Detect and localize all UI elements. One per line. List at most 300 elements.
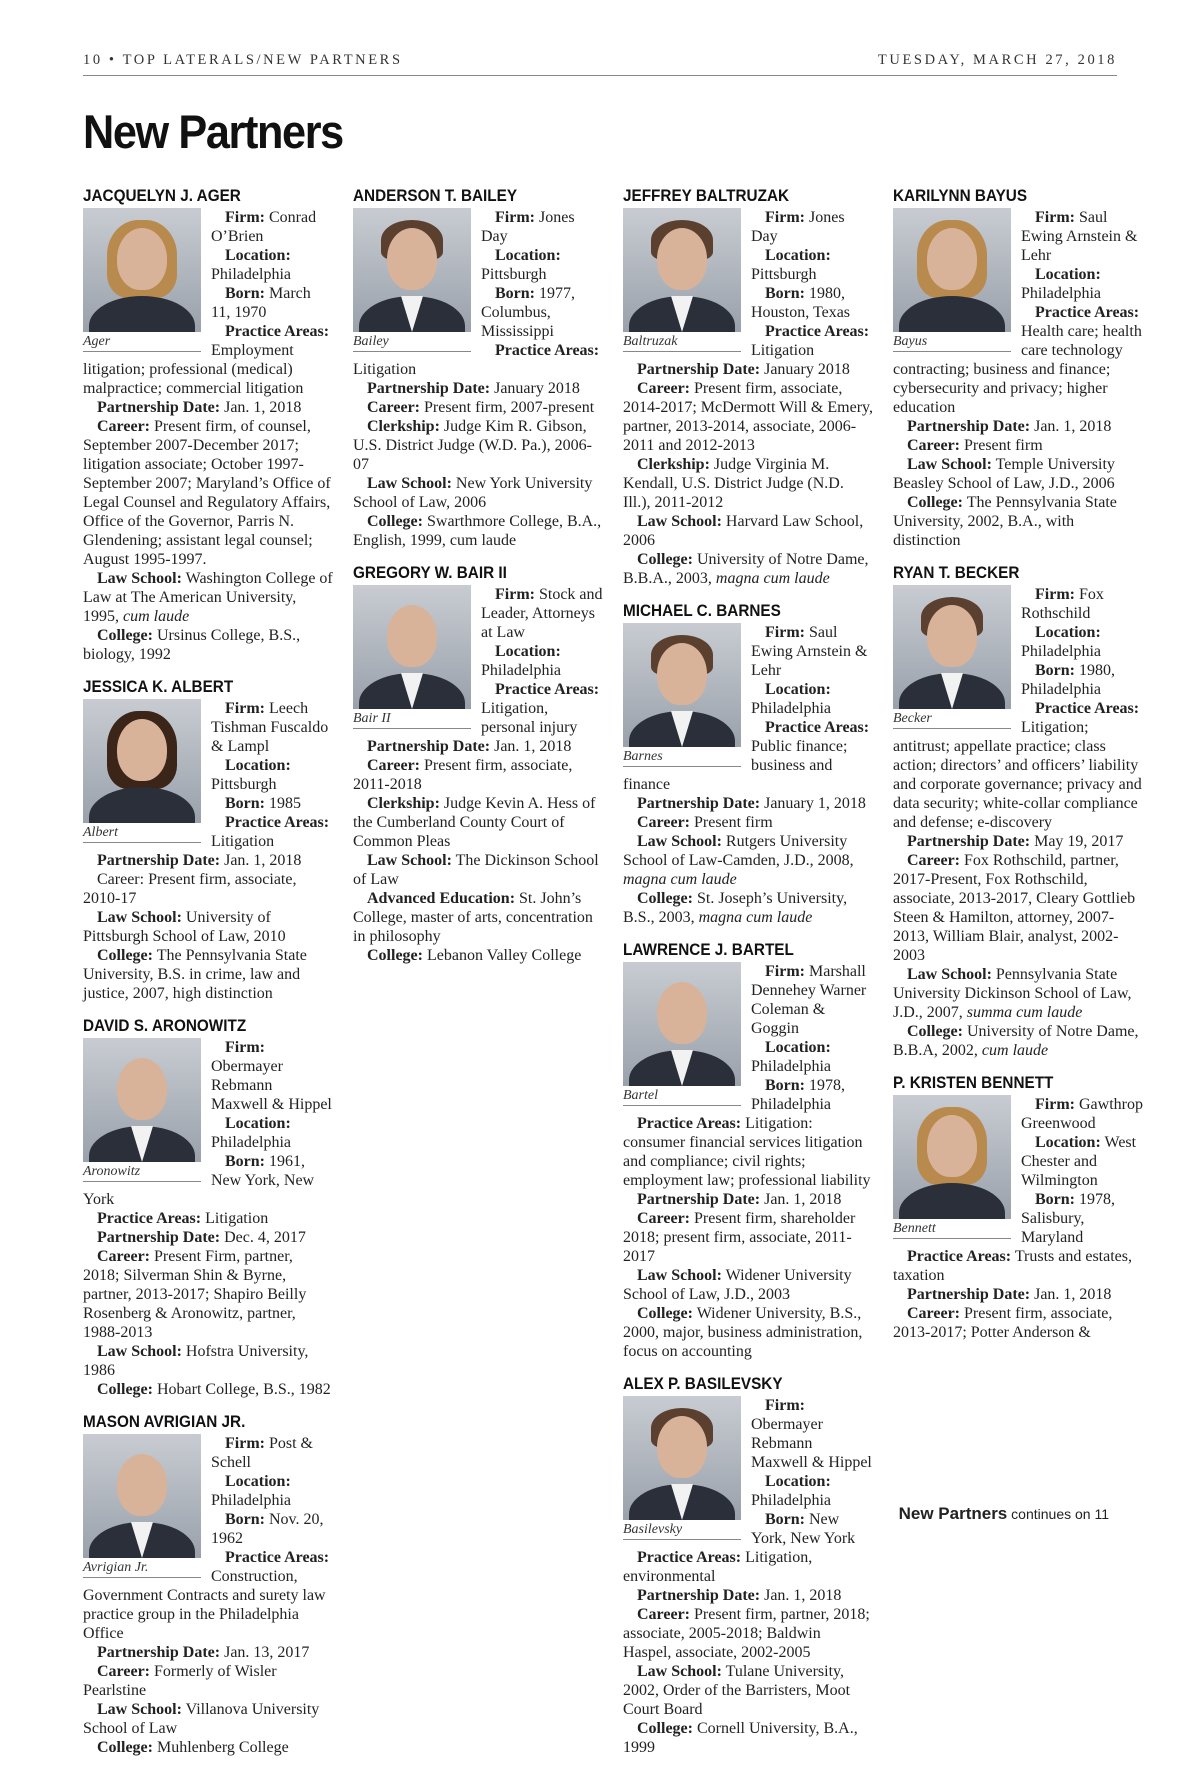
field-value: Present firm [694,814,773,831]
partner-entry [353,185,603,550]
field-label: Career: [367,757,420,774]
entry-field [623,1586,873,1605]
field-label: Firm: [495,209,535,226]
headshot-body [89,787,195,823]
issue-date: TUESDAY, MARCH 27, 2018 [877,52,1117,68]
entry-field [83,1209,333,1228]
field-label: Career: [97,1248,150,1265]
field-label: Partnership Date: [97,1644,221,1661]
headshot-head [387,605,437,667]
field-label: Career: [367,399,420,416]
field-value: New York, New York [751,1511,856,1547]
field-value: Litigation [205,1210,269,1227]
partner-photo [353,585,471,729]
field-label: Born: [225,1153,265,1170]
partner-photo [83,1038,201,1182]
headshot-head [927,228,977,290]
field-label: Practice Areas: [1035,700,1140,717]
field-value: University of Notre Dame, B.B.A, 2002, [893,1023,1139,1059]
photo-caption: Bartel [623,1086,741,1106]
column-3 [623,185,873,1769]
field-value: Hobart College, B.S., 1982 [156,1381,331,1398]
field-value: The Dickinson School of Law [353,852,599,888]
photo-caption: Avrigian Jr. [83,1558,201,1578]
entry-field [623,360,873,379]
field-label: Clerkship: [367,795,440,812]
field-label: Career: [97,1663,150,1680]
entry-field [83,1662,333,1700]
field-value: March 11, 1970 [211,285,311,321]
field-value: Litigation [353,361,417,378]
field-value: Judge Kim R. Gibson, U.S. District Judge (W.D. Pa.), 2006-07 [353,418,592,473]
field-value: Philadelphia [211,1492,291,1509]
entry-field [623,1114,873,1190]
field-value: Litigation, environmental [623,1549,813,1585]
field-value: Villanova University School of Law [83,1701,320,1737]
section-label: 10 • TOP LATERALS/NEW PARTNERS [83,52,403,68]
photo-caption: Albert [83,823,201,843]
headshot-head [657,643,707,705]
field-value: New York University School of Law, 2006 [353,475,593,511]
headshot-image [893,208,1011,332]
field-value: Widener University School of Law, J.D., 2003 [623,1267,852,1303]
entry-field [623,1266,873,1304]
headshot-image [623,208,741,332]
field-honor: cum laude [981,1042,1049,1059]
entry-field [893,1247,1143,1285]
entry-field [893,965,1143,1022]
partner-entry [893,562,1143,1060]
entry-field [83,569,333,626]
headshot-image [623,1396,741,1520]
field-label: Partnership Date: [637,1587,761,1604]
field-label: College: [637,890,693,907]
field-value: Jones Day [481,209,575,245]
entry-field [83,1643,333,1662]
partner-entry [893,1072,1143,1342]
continued-note [899,1504,1109,1524]
headshot-head [657,982,707,1044]
partner-photo [83,208,201,352]
field-label: Law School: [97,1701,182,1718]
field-value: 1978, Salisbury, Maryland [1021,1191,1115,1246]
partner-photo [893,585,1011,729]
entry-field [623,794,873,813]
headshot-head [117,1454,167,1516]
entry-field [353,851,603,889]
field-label: Born: [765,285,805,302]
field-value: Ursinus College, B.S., biology, 1992 [83,627,301,663]
field-label: Location: [495,247,561,264]
partner-entry [83,676,333,1003]
photo-caption: Baltruzak [623,332,741,352]
field-label: Firm: [495,586,535,603]
partner-entry [83,1411,333,1757]
field-value: Philadelphia [211,266,291,283]
entry-field [83,851,333,870]
photo-caption: Barnes [623,747,741,767]
entry-field [623,1605,873,1662]
field-label: Location: [1035,624,1101,641]
field-honor: summa cum laude [966,1004,1083,1021]
field-value: Litigation [211,833,275,850]
entry-field [623,1662,873,1719]
partner-entry [83,185,333,664]
field-label: College: [637,551,693,568]
partner-name: P. KRISTEN BENNETT [893,1073,1054,1092]
entry-field [83,1342,333,1380]
partner-photo [353,208,471,352]
page-title: New Partners [83,105,343,158]
entry-field [83,417,333,569]
field-label: Location: [225,1473,291,1490]
partner-entry [353,562,603,965]
field-value: University of Pittsburgh School of Law, 2010 [83,909,286,945]
entry-field [353,794,603,851]
field-label: Practice Areas: [765,719,870,736]
partner-name: JESSICA K. ALBERT [83,677,234,696]
partner-name: GREGORY W. BAIR II [353,563,507,582]
entry-field [623,1548,873,1586]
headshot-image [623,962,741,1086]
field-value: Litigation: consumer financial services litigation and compliance; civil rights; employment law; professional liability [623,1115,871,1189]
field-label: Law School: [637,833,722,850]
photo-caption: Becker [893,709,1011,729]
field-value: Philadelphia [751,700,831,717]
field-label: Born: [1035,1191,1075,1208]
field-label: Born: [1035,662,1075,679]
field-label: Law School: [97,1343,182,1360]
field-label: Clerkship: [367,418,440,435]
entry-field [83,1247,333,1342]
field-value: Washington College of Law at The American University, 1995, [83,570,333,625]
field-label: Location: [765,247,831,264]
field-value: Post & Schell [211,1435,313,1471]
entry-field [83,908,333,946]
field-label: Practice Areas: [225,814,330,831]
field-honor: magna cum laude [698,909,813,926]
field-honor: magna cum laude [623,871,737,888]
field-label: College: [97,627,153,644]
field-value: Swarthmore College, B.A., English, 1999, cum laude [353,513,602,549]
headshot-image [83,1038,201,1162]
entry-field [623,379,873,455]
entry-field [353,946,603,965]
field-value: Jan. 13, 2017 [224,1644,310,1661]
entry-field [353,889,603,946]
field-value: Philadelphia [1021,643,1101,660]
partner-name: MASON AVRIGIAN JR. [83,1412,246,1431]
headshot-body [89,296,195,332]
headshot-image [893,585,1011,709]
headshot-image [83,699,201,823]
field-label: Law School: [637,1663,722,1680]
field-value: 1961, New York, New York [83,1153,315,1208]
entry-field [353,417,603,474]
field-value: Pittsburgh [481,266,547,283]
entry-field [353,398,603,417]
field-value: Judge Virginia M. Kendall, U.S. District Judge (N.D. Ill.), 2011-2012 [623,456,844,511]
field-label: Career: [97,418,150,435]
field-value: Jan. 1, 2018 [224,399,302,416]
partner-name: JACQUELYN J. AGER [83,186,241,205]
field-value: Present firm [964,437,1043,454]
entry-field [623,1209,873,1266]
entry-field [893,832,1143,851]
field-value: 1980, Philadelphia [1021,662,1115,698]
field-label: Career: [907,1305,960,1322]
field-value: Present firm, of counsel, September 2007-December 2017; litigation associate; October 1997-September 2007; Maryland’s Office of Legal Counsel and Regulatory Affairs, Office of the Governor, Parris N. Glendening; assistant legal counsel; August 1995-1997. [83,418,331,568]
field-label: Firm: [1035,1096,1075,1113]
field-value: Formerly of Wisler Pearlstine [83,1663,277,1699]
headshot-head [117,228,167,290]
field-value: Philadelphia [211,1134,291,1151]
entry-field [83,870,333,908]
field-value: Jan. 1, 2018 [224,852,302,869]
field-value: Pittsburgh [211,776,277,793]
headshot-body [899,296,1005,332]
field-value: Philadelphia [751,1058,831,1075]
field-label: Partnership Date: [907,418,1031,435]
headshot-body [899,1183,1005,1219]
field-value: Philadelphia [751,1492,831,1509]
field-value: 1977, Columbus, Mississippi [481,285,575,340]
partner-photo [893,1095,1011,1239]
field-value: Philadelphia [1021,285,1101,302]
entry-field [893,1285,1143,1304]
headshot-head [387,228,437,290]
field-value: Litigation [751,342,815,359]
field-label: Born: [765,1077,805,1094]
entry-field [623,1190,873,1209]
entry-field [83,626,333,664]
field-value: Public finance; business and finance [623,738,848,793]
field-label: Practice Areas: [225,323,330,340]
field-value: St. Joseph’s University, B.S., 2003, [623,890,848,926]
field-value: Temple University Beasley School of Law, J.D., 2006 [893,456,1115,492]
field-label: Law School: [637,1267,722,1284]
partner-photo [623,1396,741,1540]
field-honor: magna cum laude [715,570,830,587]
field-value: Leech Tishman Fuscaldo & Lampl [211,700,329,755]
field-value: Philadelphia [481,662,561,679]
field-label: Advanced Education: [367,890,516,907]
field-value: Jones Day [751,209,845,245]
field-value: 1978, Philadelphia [751,1077,845,1113]
field-value: Nov. 20, 1962 [211,1511,324,1547]
partner-name: DAVID S. ARONOWITZ [83,1016,247,1035]
field-label: Partnership Date: [97,852,221,869]
field-value: Conrad O’Brien [211,209,317,245]
photo-caption: Ager [83,332,201,352]
field-value: Widener University, B.S., 2000, major, business administration, focus on accounting [623,1305,863,1360]
partner-photo [623,623,741,767]
field-label: Partnership Date: [637,1191,761,1208]
field-label: Location: [765,681,831,698]
field-label: Firm: [225,700,265,717]
field-value: January 2018 [494,380,580,397]
field-value: Jan. 1, 2018 [764,1587,842,1604]
continued-text: continues on 11 [1011,1506,1109,1522]
field-value: Saul Ewing Arnstein & Lehr [751,624,868,679]
photo-caption: Bailey [353,332,471,352]
entry-field [893,455,1143,493]
field-label: Practice Areas: [765,323,870,340]
field-label: Firm: [765,1397,805,1414]
entry-field [353,512,603,550]
field-label: College: [367,513,423,530]
field-label: Firm: [1035,209,1075,226]
field-value: Gawthrop Greenwood [1021,1096,1143,1132]
field-value: Jan. 1, 2018 [764,1191,842,1208]
field-label: Law School: [907,966,992,983]
field-label: Born: [495,285,535,302]
field-label: College: [637,1305,693,1322]
entry-field [83,946,333,1003]
field-value: Obermayer Rebmann Maxwell & Hippel [211,1058,332,1113]
field-label: College: [97,1381,153,1398]
field-label: Location: [225,247,291,264]
field-label: Career: [907,852,960,869]
field-label: Career: [637,380,690,397]
field-label: College: [367,947,423,964]
field-value: The Pennsylvania State University, B.S. in crime, law and justice, 2007, high distinction [83,947,307,1002]
field-label: Firm: [765,624,805,641]
field-label: Practice Areas: [637,1549,742,1566]
field-value: Career: Present firm, associate, 2010-17 [83,871,297,907]
headshot-image [623,623,741,747]
partner-name: ALEX P. BASILEVSKY [623,1374,783,1393]
field-label: Practice Areas: [495,681,600,698]
field-label: Location: [1035,1134,1101,1151]
entry-field [83,1738,333,1757]
field-label: Practice Areas: [1035,304,1140,321]
continued-title: New Partners [898,1504,1008,1523]
entry-field [623,455,873,512]
field-label: Location: [495,643,561,660]
field-label: Law School: [367,852,452,869]
field-label: Partnership Date: [637,795,761,812]
entry-field [893,851,1143,965]
entry-field [893,493,1143,550]
field-label: College: [907,494,963,511]
entry-field [623,550,873,588]
entry-field [83,398,333,417]
field-value: Fox Rothschild [1021,586,1104,622]
field-label: Partnership Date: [97,1229,221,1246]
field-value: Jan. 1, 2018 [1034,1286,1112,1303]
partner-photo [83,699,201,843]
field-value: Jan. 1, 2018 [494,738,572,755]
photo-caption: Basilevsky [623,1520,741,1540]
field-label: Location: [765,1039,831,1056]
field-value: Trusts and estates, taxation [893,1248,1132,1284]
partner-name: ANDERSON T. BAILEY [353,186,518,205]
field-value: Muhlenberg College [156,1739,289,1756]
field-value: Present firm, shareholder 2018; present firm, associate, 2011-2017 [623,1210,856,1265]
partner-entry [623,939,873,1361]
field-value: Rutgers University School of Law-Camden, J.D., 2008, [623,833,854,869]
field-value: 1985 [269,795,301,812]
field-label: Practice Areas: [225,1549,330,1566]
field-value: Present Firm, partner, 2018; Silverman Shin & Byrne, partner, 2013-2017; Shapiro Beilly Rosenberg & Aronowitz, partner, 1988-2013 [83,1248,307,1341]
field-label: Location: [225,1115,291,1132]
entry-field [623,889,873,927]
partner-name: MICHAEL C. BARNES [623,601,781,620]
field-label: Firm: [765,209,805,226]
headshot-head [117,719,167,781]
field-value: Litigation, personal injury [481,700,578,736]
field-label: Born: [225,285,265,302]
field-value: Saul Ewing Arnstein & Lehr [1021,209,1138,264]
field-label: Location: [225,757,291,774]
partner-photo [623,962,741,1106]
entry-field [623,813,873,832]
headshot-head [657,228,707,290]
field-value: January 1, 2018 [764,795,866,812]
partner-photo [623,208,741,352]
field-label: Firm: [225,1039,265,1056]
entry-field [623,512,873,550]
field-label: Partnership Date: [637,361,761,378]
entry-field [893,436,1143,455]
field-value: Present firm, associate, 2013-2017; Potter Anderson & [893,1305,1113,1341]
entry-field [623,1304,873,1361]
field-label: Career: [637,1606,690,1623]
field-value: Judge Kevin A. Hess of the Cumberland County Court of Common Pleas [353,795,596,850]
field-label: Law School: [637,513,722,530]
headshot-image [353,208,471,332]
partner-name: LAWRENCE J. BARTEL [623,940,794,959]
headshot-head [927,1115,977,1177]
field-value: Present firm, associate, 2011-2018 [353,757,573,793]
field-value: Jan. 1, 2018 [1034,418,1112,435]
field-value: Present firm, partner, 2018; associate, 2005-2018; Baldwin Haspel, associate, 2002-2005 [623,1606,870,1661]
field-value: Pennsylvania State University Dickinson School of Law, J.D., 2007, [893,966,1132,1021]
field-label: College: [97,947,153,964]
entry-field [893,417,1143,436]
field-value: Litigation; antitrust; appellate practice; class action; directors’ and officers’ liability and corporate governance; privacy and data security; white-collar compliance and defense; e-discovery [893,719,1142,831]
field-label: Partnership Date: [367,738,491,755]
partner-photo [893,208,1011,352]
photo-caption: Bayus [893,332,1011,352]
field-value: 1980, Houston, Texas [751,285,851,321]
field-label: Firm: [765,963,805,980]
field-value: Lebanon Valley College [426,947,582,964]
column-4 [893,185,1143,1354]
field-value: May 19, 2017 [1034,833,1124,850]
field-value: Present firm, associate, 2014-2017; McDermott Will & Emery, partner, 2013-2014, associate, 2006-2011 and 2012-2013 [623,380,873,454]
partner-entry [623,185,873,588]
partner-photo [83,1434,201,1578]
partner-entry [893,185,1143,550]
partner-entry [623,600,873,927]
headshot-head [927,605,977,667]
field-value: Stock and Leader, Attorneys at Law [481,586,603,641]
field-value: St. John’s College, master of arts, concentration in philosophy [353,890,593,945]
field-label: Firm: [225,209,265,226]
field-value: The Pennsylvania State University, 2002, B.A., with distinction [893,494,1117,549]
field-label: Practice Areas: [637,1115,742,1132]
field-label: Partnership Date: [907,1286,1031,1303]
column-1 [83,185,333,1769]
headshot-head [657,1416,707,1478]
field-label: College: [97,1739,153,1756]
field-label: Practice Areas: [97,1210,202,1227]
headshot-image [83,1434,201,1558]
field-label: Location: [765,1473,831,1490]
photo-caption: Bair II [353,709,471,729]
